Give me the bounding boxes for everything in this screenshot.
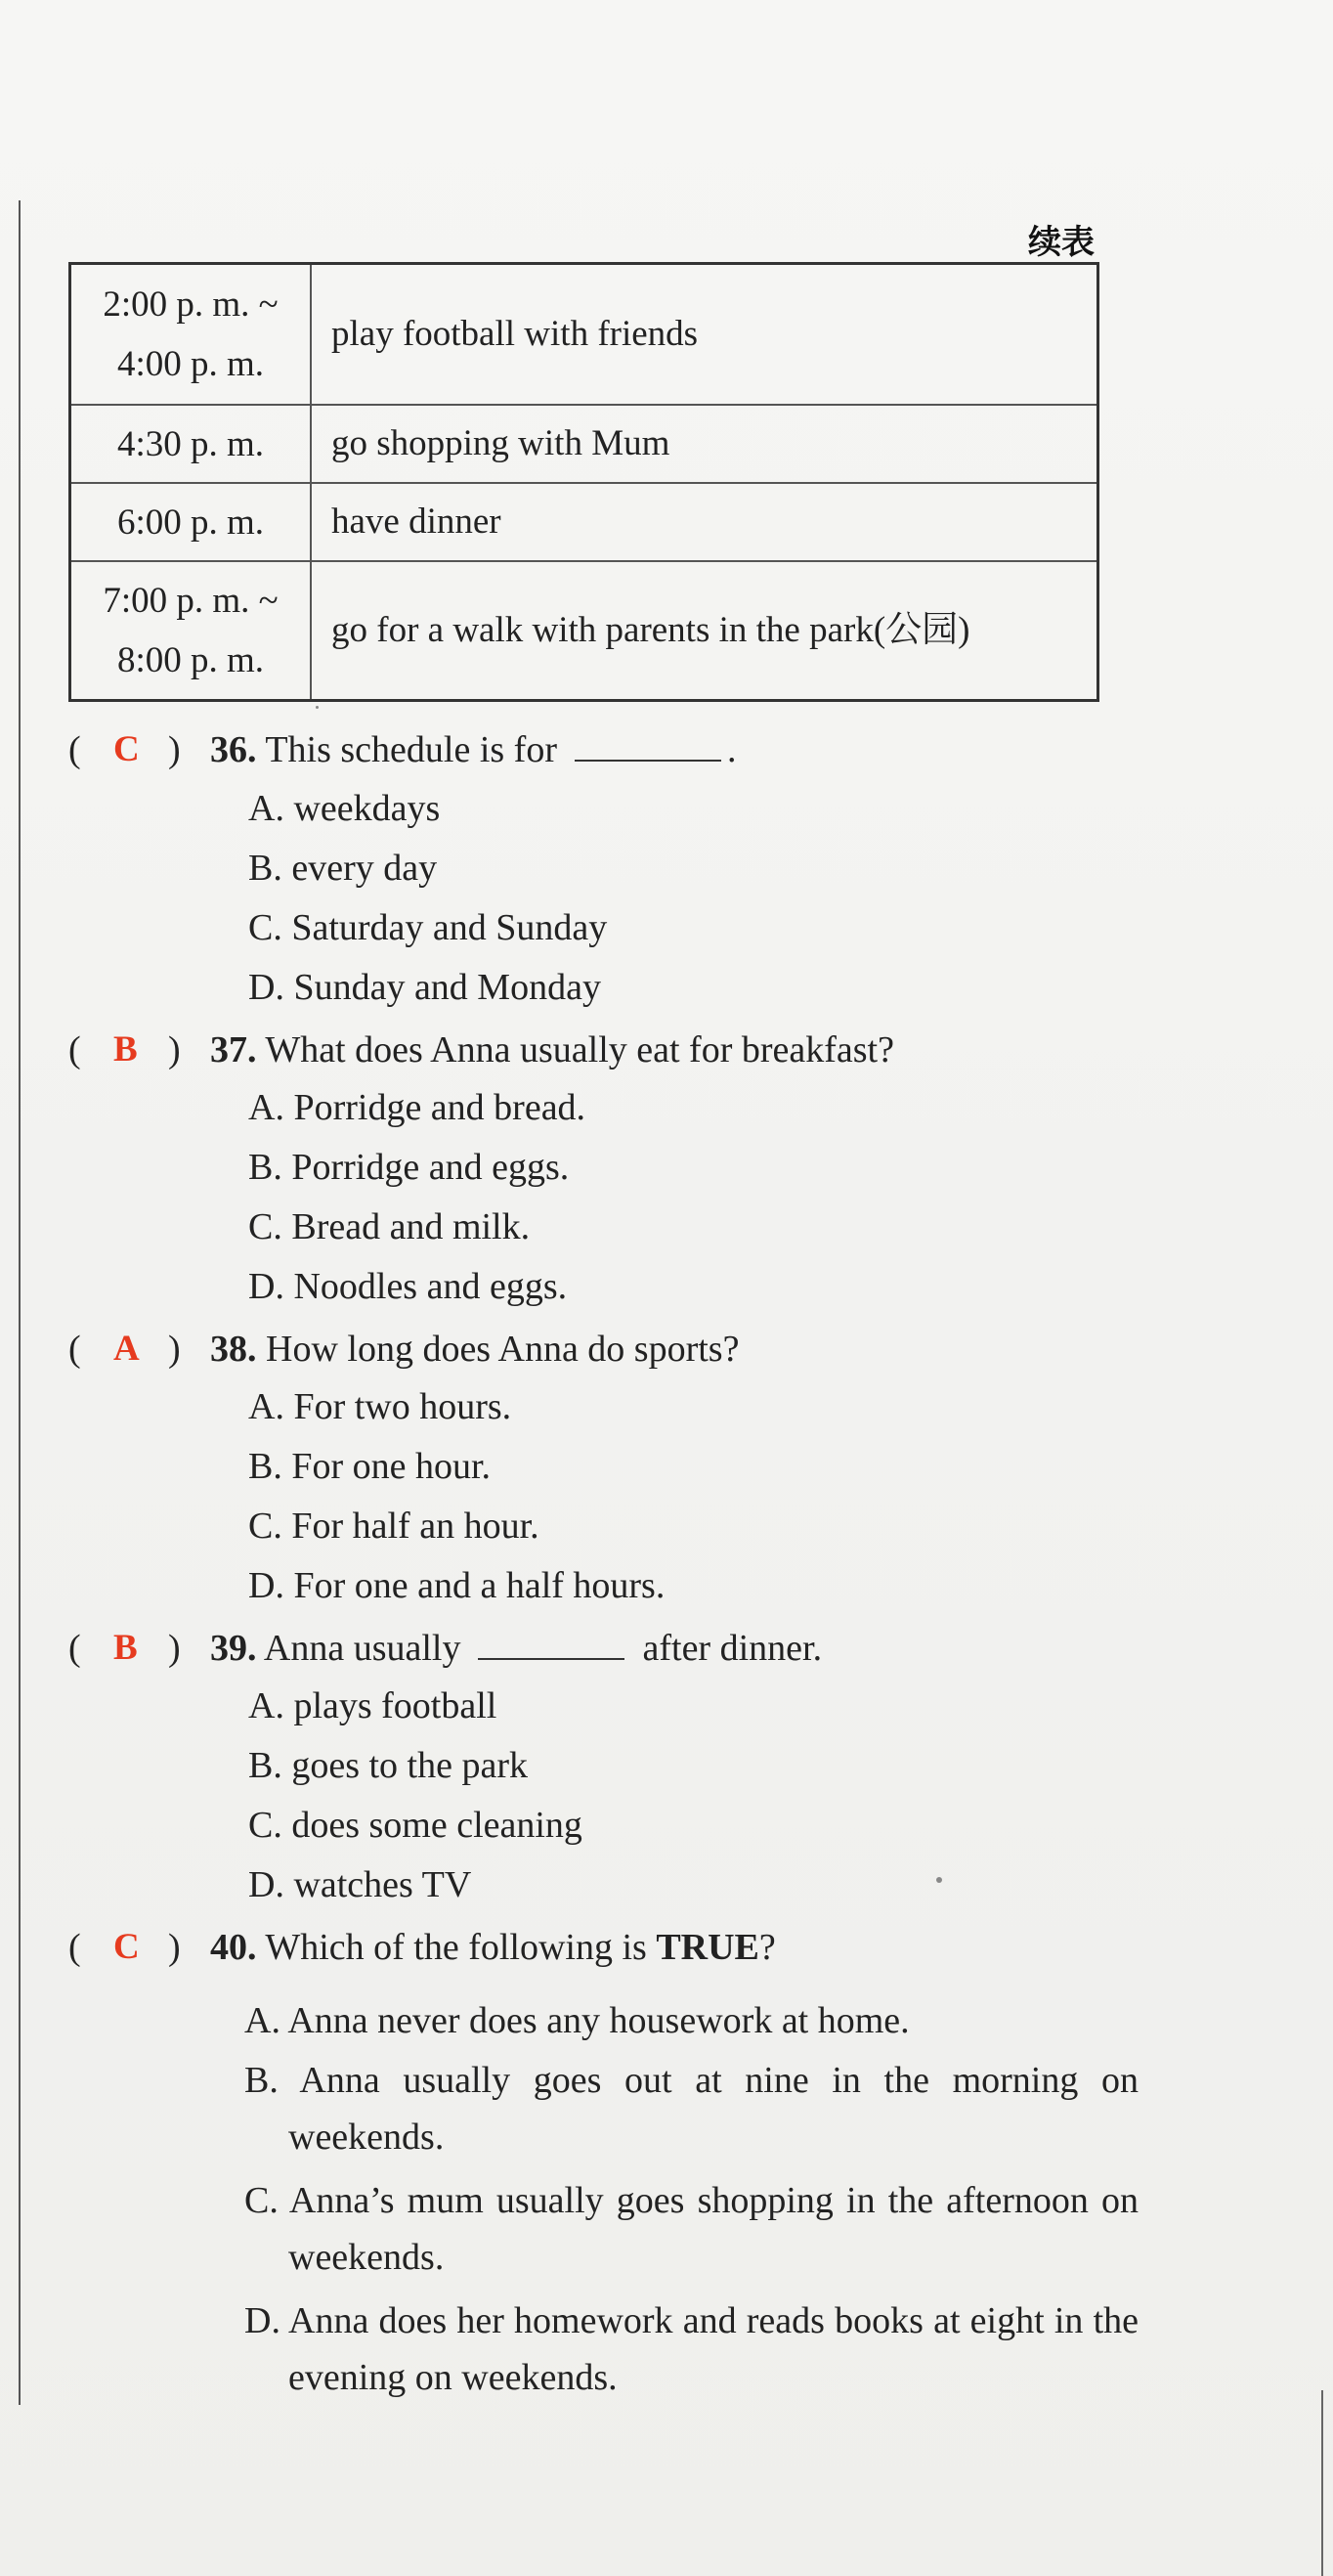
option: B. Porridge and eggs.	[248, 1147, 570, 1188]
table-row	[70, 264, 1098, 406]
question-number: 39.	[210, 1628, 257, 1669]
time-cell: 7:00 p. m. ~ 8:00 p. m.	[70, 561, 312, 701]
speck	[316, 706, 319, 709]
option: D. For one and a half hours.	[248, 1565, 666, 1606]
answer-mark: A	[113, 1329, 140, 1369]
option: D. Noodles and eggs.	[248, 1266, 568, 1307]
question-number: 38.	[210, 1329, 257, 1370]
continued-table-label: 续表	[1028, 223, 1095, 262]
answer-bracket: ( C )	[68, 725, 210, 774]
emphasis-true: TRUE	[656, 1927, 759, 1968]
time-cell: 2:00 p. m. ~ 4:00 p. m.	[70, 264, 312, 406]
table-row	[70, 405, 1098, 483]
activity-cell: have dinner	[311, 483, 1098, 561]
answer-mark: B	[113, 1628, 138, 1668]
activity-cell: go for a walk with parents in the park(公园)	[311, 561, 1098, 701]
option: D. Anna does her homework and reads books at eight in the evening on weekends.	[244, 2300, 1139, 2398]
option: A. Anna never does any housework at home.	[244, 2000, 910, 2041]
answer-blank	[478, 1625, 624, 1660]
answer-blank	[575, 726, 721, 762]
speck	[936, 1877, 942, 1883]
time-cell: 6:00 p. m.	[70, 483, 312, 561]
question-38	[68, 1325, 1104, 1374]
question-text: Anna usually	[263, 1628, 461, 1669]
answer-bracket: ( C )	[68, 1923, 210, 1972]
table-row	[70, 561, 1098, 701]
option: A. plays football	[248, 1685, 497, 1726]
option: C. Saturday and Sunday	[248, 907, 608, 948]
option: A. Porridge and bread.	[248, 1087, 586, 1128]
page-edge-mark	[1321, 2390, 1323, 2576]
question-text: What does Anna usually eat for breakfast?	[265, 1029, 894, 1070]
option: D. watches TV	[248, 1864, 472, 1905]
answer-mark: B	[113, 1029, 138, 1070]
question-40: ( C ) 40. Which of the following is TRUE?	[68, 1923, 1104, 1972]
question-36: ( C ) 36. This schedule is for .	[68, 725, 1104, 774]
answer-mark: C	[113, 1927, 140, 1967]
option: B. goes to the park	[248, 1745, 529, 1786]
option: C. does some cleaning	[248, 1805, 582, 1846]
question-37	[68, 1026, 1104, 1074]
margin-rule	[19, 200, 21, 2405]
option: B. For one hour.	[248, 1446, 492, 1487]
table-row	[70, 483, 1098, 561]
answer-mark: C	[113, 729, 140, 769]
answer-bracket: ( A )	[68, 1325, 210, 1374]
option: C. Bread and milk.	[248, 1206, 531, 1247]
option: C. Anna’s mum usually goes shopping in the afternoon on weekends.	[244, 2180, 1139, 2278]
schedule-table	[68, 262, 1099, 702]
option: C. For half an hour.	[248, 1506, 539, 1547]
question-text: How long does Anna do sports?	[266, 1329, 740, 1370]
option: A. For two hours.	[248, 1386, 512, 1427]
option: B. Anna usually goes out at nine in the morning on weekends.	[244, 2060, 1139, 2158]
question-number: 36.	[210, 729, 257, 770]
answer-bracket: ( B )	[68, 1624, 210, 1673]
question-39: ( B ) 39. Anna usually after dinner.	[68, 1624, 1104, 1673]
option: A. weekdays	[248, 788, 441, 829]
time-cell: 4:30 p. m.	[70, 405, 312, 483]
question-text: This schedule is for	[265, 729, 557, 770]
answer-bracket: ( B )	[68, 1026, 210, 1074]
question-number: 37.	[210, 1029, 257, 1070]
question-text: Which of the following is	[265, 1927, 647, 1968]
activity-cell: play football with friends	[311, 264, 1098, 406]
activity-cell: go shopping with Mum	[311, 405, 1098, 483]
question-number: 40.	[210, 1927, 257, 1968]
option: B. every day	[248, 848, 438, 889]
option: D. Sunday and Monday	[248, 967, 601, 1008]
